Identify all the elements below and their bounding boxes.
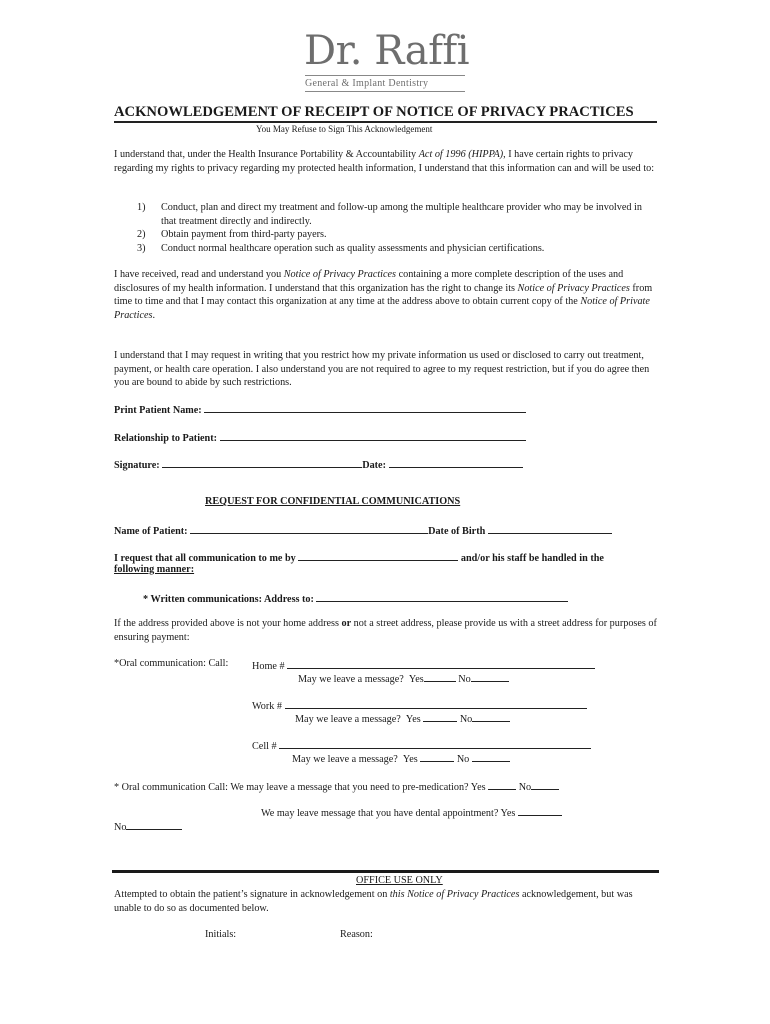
home-no-field[interactable]	[471, 671, 509, 682]
request-row	[114, 550, 604, 564]
home-row	[252, 658, 595, 672]
logo-name: Dr. Raffi	[304, 28, 470, 74]
oral-label: *Oral communication: Call:	[114, 658, 229, 669]
dental-row: We may leave message that you have dental appointment? Yes	[261, 805, 562, 819]
relationship-label: Relationship to Patient:	[114, 433, 218, 444]
print-name-field[interactable]	[204, 402, 526, 413]
patient-name-field[interactable]	[190, 523, 428, 534]
written-row	[143, 591, 568, 605]
office-attempt-text: Attempted to obtain the patient’s signature in acknowledgement on this Notice of Privacy Practices acknowledgement, but was unable to do so as documented below.	[114, 889, 633, 914]
home-label: Home #	[252, 661, 285, 672]
cell-phone-field[interactable]	[279, 738, 591, 749]
work-phone-field[interactable]	[285, 698, 587, 709]
relationship-row	[114, 430, 526, 444]
home-message-row: May we leave a message? Yes No	[298, 671, 509, 685]
print-name-label: Print Patient Name:	[114, 405, 202, 416]
logo-rule-bottom	[305, 91, 465, 92]
cell-row	[252, 738, 591, 752]
provider-field[interactable]	[298, 550, 458, 561]
reason-label: Reason:	[340, 929, 373, 940]
work-label: Work #	[252, 701, 283, 712]
page-title: ACKNOWLEDGEMENT OF RECEIPT OF NOTICE OF PRIVACY PRACTICES	[114, 104, 634, 120]
premed-yes-field[interactable]	[488, 779, 516, 790]
patient-name-label: Name of Patient:	[114, 526, 188, 537]
restriction-paragraph: I understand that I may request in writing that you restrict how my private information us used or disclosed to carry out treatment, payment, or health care operation. I also understand you are not required to agree to my request restriction, but if you do agree then you are bound to abide by such restrictions.	[114, 350, 650, 388]
list-item: 3) Conduct normal healthcare operation such as quality assessments and physician certifications.	[137, 243, 545, 254]
cell-message-row: May we leave a message? Yes No	[292, 751, 510, 765]
list-item: 1) Conduct, plan and direct my treatment and follow-up among the multiple healthcare provider who may be involved in that treatment directly and indirectly.	[137, 202, 642, 227]
office-divider	[112, 870, 659, 873]
title-underline	[114, 121, 657, 123]
practice-logo	[300, 28, 470, 96]
address-field[interactable]	[316, 591, 568, 602]
address-note: If the address provided above is not your home address or not a street address, please provide us with a street address for purposes of ensuring payment:	[114, 618, 657, 643]
signature-label: Signature:	[114, 460, 160, 471]
premed-row: * Oral communication Call: We may leave a message that you need to pre-medication? Yes No	[114, 779, 559, 793]
work-message-row: May we leave a message? Yes No	[295, 711, 510, 725]
logo-rule	[305, 75, 465, 76]
dental-question: We may leave message that you have dental appointment?	[261, 808, 499, 819]
request-text-a: I request that all communication to me by	[114, 553, 296, 564]
intro-paragraph: I understand that, under the Health Insurance Portability & Accountability Act of 1996 (HIPPA), I have certain rights to privacy regarding my rights to privacy regarding my protected health information, I understand that this information can and will be used to:	[114, 149, 655, 174]
office-heading: OFFICE USE ONLY	[356, 875, 443, 886]
notice-paragraph: I have received, read and understand you Notice of Privacy Practices containing a more complete description of the uses and disclosures of my health information. I understand that this organization has the right to change its Notice of Privacy Practices from time to time and that I may contact this organization at any time at the address above to obtain current copy of the Notice of Private Practices.	[114, 269, 653, 321]
cell-label: Cell #	[252, 741, 277, 752]
cell-yes-field[interactable]	[420, 751, 454, 762]
date-label: Date:	[362, 460, 386, 471]
work-no-field[interactable]	[472, 711, 510, 722]
cell-no-field[interactable]	[472, 751, 510, 762]
dental-yes-field[interactable]	[518, 805, 562, 816]
logo-tagline: General & Implant Dentistry	[305, 78, 429, 89]
relationship-field[interactable]	[220, 430, 526, 441]
print-name-row	[114, 402, 526, 416]
patient-name-row	[114, 523, 612, 537]
written-label: * Written communications: Address to:	[143, 594, 314, 605]
dob-label: Date of Birth	[428, 526, 486, 537]
list-item: 2) Obtain payment from third-party payers.	[137, 229, 327, 240]
request-text-c: following manner:	[114, 564, 195, 575]
work-row	[252, 698, 587, 712]
dental-no-row: No	[114, 819, 182, 833]
home-phone-field[interactable]	[287, 658, 595, 669]
premed-no-field[interactable]	[531, 779, 559, 790]
dob-field[interactable]	[488, 523, 612, 534]
confidential-heading: REQUEST FOR CONFIDENTIAL COMMUNICATIONS	[205, 496, 461, 507]
dental-no-field[interactable]	[126, 819, 182, 830]
act-name: Act of 1996 (HIPPA)	[418, 149, 504, 160]
request-text-b: and/or his staff be handled in the	[460, 553, 604, 564]
home-yes-field[interactable]	[424, 671, 456, 682]
signature-field[interactable]	[162, 457, 362, 468]
signature-row	[114, 457, 523, 471]
work-yes-field[interactable]	[423, 711, 457, 722]
page-subtitle: You May Refuse to Sign This Acknowledgement	[256, 124, 433, 134]
initials-label: Initials:	[205, 929, 237, 940]
date-field[interactable]	[389, 457, 523, 468]
premed-question: * Oral communication Call: We may leave a message that you need to pre-medication?	[114, 782, 469, 793]
